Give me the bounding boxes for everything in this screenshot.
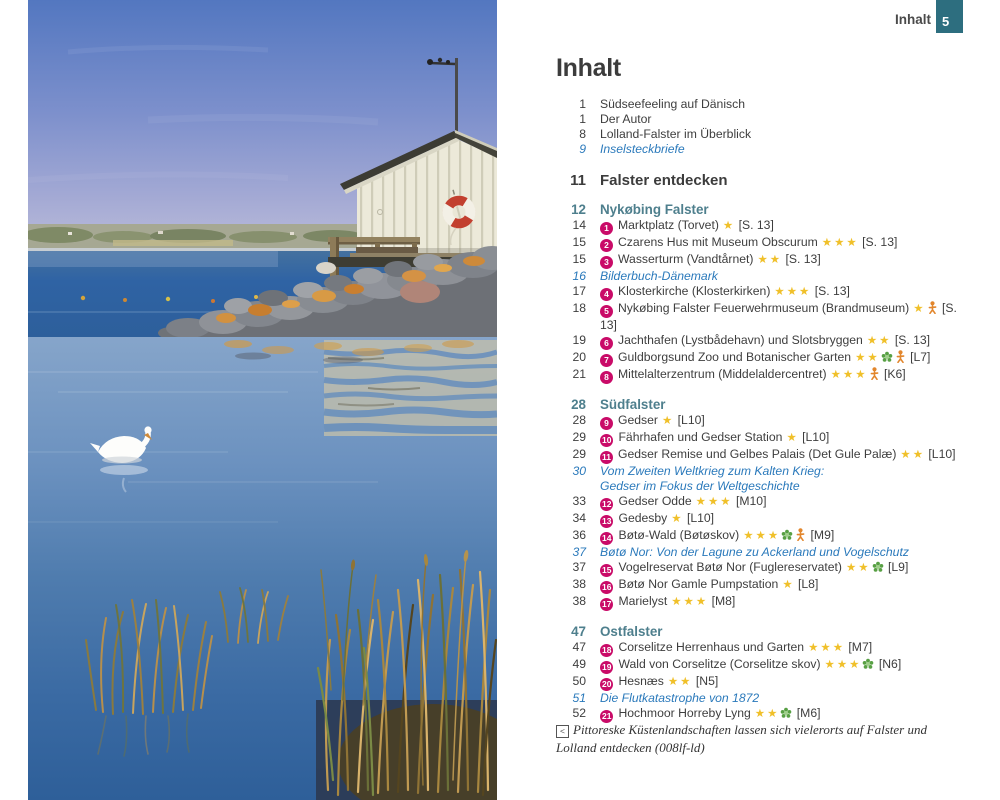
toc-entry-body — [600, 301, 963, 333]
running-header-label: Inhalt — [895, 12, 931, 27]
sight-number-badge: 4 — [600, 288, 613, 301]
child-icon — [895, 350, 906, 363]
star-rating: ★★ — [667, 676, 693, 688]
toc-entry-title: Bilderbuch-Dänemark — [600, 269, 718, 283]
child-icon — [927, 301, 938, 314]
toc-entry-title: Inselsteckbriefe — [600, 142, 685, 156]
sight-number-badge: 10 — [602, 435, 612, 445]
photo-caption — [556, 721, 958, 756]
star-rating: ★★ — [846, 562, 871, 574]
section-title: Südfalster — [600, 397, 666, 412]
page-number-badge — [936, 0, 963, 33]
sight-number-badge: 16 — [602, 582, 612, 592]
toc-page-number: 29 — [572, 447, 586, 461]
map-reference: [S. 13] — [600, 301, 957, 332]
toc-page-number: 15 — [572, 252, 586, 266]
toc-entry-body — [600, 127, 963, 142]
toc-essay-entry — [556, 464, 963, 494]
toc-entry-title: Nykøbing Falster Feuerwehrmuseum (Brandmuseum) — [618, 301, 910, 315]
sight-number-badge: 7 — [600, 354, 613, 367]
map-reference: [N5] — [695, 674, 719, 688]
running-header — [895, 0, 963, 33]
toc-entry — [556, 528, 963, 545]
toc-entry-title: Jachthafen (Lystbådehavn) und Slotsbryggen — [618, 333, 863, 347]
toc-entry-title: Gedser — [618, 413, 658, 427]
toc-page-number: 8 — [579, 127, 586, 141]
section-page-number: 28 — [571, 397, 586, 412]
toc-page-number: 47 — [572, 640, 586, 654]
star-rating: ★★★ — [743, 530, 781, 542]
section-page-number: 47 — [571, 624, 586, 639]
toc-entry — [556, 494, 963, 511]
section-title: Nykøbing Falster — [600, 202, 709, 217]
toc-entry-title: Vom Zweiten Weltkrieg zum Kalten Krieg: Gedser im Fokus der Weltgeschichte — [600, 464, 825, 493]
toc-page-number: 28 — [572, 413, 586, 427]
toc-entry-body — [600, 333, 963, 350]
star-rating: ★★★ — [695, 496, 733, 508]
toc-page-number: 9 — [579, 142, 586, 156]
toc-entry-title: Mittelalterzentrum (Middelaldercentret) — [618, 367, 827, 381]
page-title: Inhalt — [556, 54, 621, 82]
toc-page-number: 20 — [572, 350, 586, 364]
map-reference: [K6] — [883, 367, 906, 381]
toc-entry-body — [600, 577, 963, 594]
toc-entry — [556, 413, 963, 430]
toc-entry-title: Wasserturm (Vandtårnet) — [618, 252, 754, 266]
sight-number-badge: 15 — [602, 565, 612, 575]
toc-entry-body — [600, 430, 963, 447]
toc-entry-title: Guldborgsund Zoo und Botanischer Garten — [618, 350, 852, 364]
toc-page-number: 18 — [572, 301, 586, 315]
sight-number-badge: 3 — [600, 256, 613, 269]
map-reference: [M7] — [848, 640, 873, 654]
toc-entry-body — [600, 464, 963, 494]
toc-entry-title: Fährhafen und Gedser Station — [618, 430, 783, 444]
coastal-photo-illustration — [28, 0, 497, 800]
toc-essay-entry — [556, 545, 963, 560]
toc-entry-body — [600, 640, 963, 657]
toc-entry — [556, 430, 963, 447]
map-reference: [S. 13] — [738, 218, 774, 232]
toc-entry-title: Corselitze Herrenhaus und Garten — [618, 640, 805, 654]
toc-page-number: 19 — [572, 333, 586, 347]
map-reference: [L8] — [798, 577, 819, 591]
toc-entry-title: Marktplatz (Torvet) — [618, 218, 719, 232]
toc-entry-title: Bøtø-Wald (Bøtøskov) — [618, 528, 740, 542]
star-rating: ★ — [782, 579, 795, 591]
toc-entry-title: Gedser Remise und Gelbes Palais (Det Gule Palæ) — [618, 447, 897, 461]
star-rating: ★★★ — [671, 596, 709, 608]
toc-entry — [556, 112, 963, 127]
cover-photo — [28, 0, 497, 800]
map-reference: [M9] — [810, 528, 835, 542]
toc-entry — [556, 301, 963, 333]
sight-number-badge: 12 — [602, 499, 612, 509]
toc-page-number: 16 — [572, 269, 586, 283]
star-rating: ★★★ — [774, 286, 812, 298]
sight-number-badge: 9 — [600, 417, 613, 430]
sight-number-badge: 17 — [602, 599, 612, 609]
toc-page-number: 30 — [572, 464, 586, 478]
map-reference: [L10] — [928, 447, 956, 461]
toc-entry — [556, 284, 963, 301]
star-rating: ★ — [671, 513, 684, 525]
star-rating: ★★★ — [821, 237, 859, 249]
star-rating: ★★ — [866, 335, 892, 347]
toc-entry — [556, 235, 963, 252]
toc-essay-entry — [556, 269, 963, 284]
child-icon — [795, 528, 806, 541]
map-reference: [L10] — [677, 413, 705, 427]
star-rating: ★★ — [900, 449, 926, 461]
toc-entry-body — [600, 657, 963, 674]
toc-entry-title: Wald von Corselitze (Corselitze skov) — [618, 657, 821, 671]
toc-page-number: 1 — [579, 112, 586, 126]
toc-entry-body — [600, 112, 963, 127]
toc-entry-title: Hesnæs — [618, 674, 664, 688]
star-rating: ★★ — [757, 254, 783, 266]
photo-caption-text: Pittoreske Küstenlandschaften lassen sich vielerorts auf Falster und Lolland entdecken (008lf-ld) — [556, 722, 927, 755]
toc-entry-body — [600, 511, 963, 528]
flora-icon — [872, 561, 884, 573]
toc-section-heading — [556, 624, 963, 640]
toc-entry-title: Gedesby — [618, 511, 668, 525]
toc-entry-body — [600, 674, 963, 691]
star-rating: ★★ — [754, 708, 780, 720]
toc-page-number: 38 — [572, 577, 586, 591]
toc-entry-title: Der Autor — [600, 112, 652, 126]
toc-entry-body — [600, 269, 963, 284]
toc-page-number: 37 — [572, 560, 586, 574]
sight-number-badge: 2 — [600, 239, 613, 252]
toc-entry — [556, 640, 963, 657]
toc-page-number: 29 — [572, 430, 586, 444]
sight-number-badge: 8 — [600, 371, 613, 384]
map-reference: [L7] — [910, 350, 931, 364]
flora-icon — [881, 351, 893, 363]
map-reference: [S. 13] — [894, 333, 931, 347]
toc-entry-title: Vogelreservat Bøtø Nor (Fuglereservatet) — [618, 560, 842, 574]
toc-entry-body — [600, 528, 963, 545]
map-reference: [L10] — [686, 511, 715, 525]
section-title: Ostfalster — [600, 624, 663, 639]
toc-entry-body — [600, 97, 963, 112]
toc-section-heading — [556, 202, 963, 218]
toc-entry — [556, 333, 963, 350]
sight-number-badge: 11 — [602, 452, 611, 462]
star-rating: ★★★ — [808, 642, 846, 654]
toc-chapter-heading — [556, 172, 963, 189]
toc-entry-body — [600, 560, 963, 577]
toc-entry-body — [600, 235, 963, 252]
star-rating: ★★★ — [824, 659, 862, 671]
map-reference: [M6] — [796, 706, 821, 720]
map-reference: [S. 13] — [862, 235, 898, 249]
toc-entry-body — [600, 367, 963, 384]
toc-essay-entry — [556, 691, 963, 706]
toc-entry-body — [600, 218, 963, 235]
flora-icon — [862, 658, 874, 670]
star-rating: ★ — [661, 415, 675, 427]
toc-entry-body — [600, 447, 963, 464]
child-icon — [869, 367, 880, 380]
toc-page-number: 52 — [572, 706, 586, 720]
chapter-title: Falster entdecken — [600, 172, 728, 189]
toc-entry — [556, 594, 963, 611]
toc-entry — [556, 447, 963, 464]
toc-page-number: 50 — [572, 674, 586, 688]
toc-entry — [556, 560, 963, 577]
toc-entry-body — [600, 494, 963, 511]
toc-entry-body — [600, 350, 963, 367]
toc-entry-body — [600, 284, 963, 301]
toc-entry — [556, 674, 963, 691]
toc-entry-title: Marielyst — [618, 594, 668, 608]
toc-entry — [556, 577, 963, 594]
map-reference: [L10] — [802, 430, 830, 444]
toc-entry-title: Czarens Hus mit Museum Obscurum — [618, 235, 818, 249]
map-reference: [L9] — [888, 560, 909, 574]
sight-number-badge: 19 — [602, 662, 612, 672]
map-reference: [M10] — [735, 494, 767, 508]
toc-entry-title: Klosterkirche (Klosterkirken) — [618, 284, 771, 298]
star-rating: ★ — [722, 220, 736, 232]
toc-entry — [556, 252, 963, 269]
toc-entry — [556, 127, 963, 142]
map-reference: [N6] — [878, 657, 902, 671]
toc-entry-title: Hochmoor Horreby Lyng — [618, 706, 751, 720]
toc-page-number: 51 — [572, 691, 586, 705]
toc-entry — [556, 511, 963, 528]
section-page-number: 12 — [571, 202, 586, 217]
content-column — [556, 0, 963, 800]
toc-entry — [556, 350, 963, 367]
toc-entry — [556, 657, 963, 674]
toc-page-number: 34 — [572, 511, 586, 525]
star-rating: ★ — [913, 303, 926, 315]
page-number: 5 — [942, 14, 950, 29]
toc-page-number: 15 — [572, 235, 586, 249]
map-reference: [M8] — [711, 594, 736, 608]
toc-page-number: 33 — [572, 494, 586, 508]
toc-section-heading — [556, 397, 963, 413]
toc-page-number: 17 — [572, 284, 586, 298]
sight-number-badge: 14 — [602, 533, 612, 543]
toc-entry-title: Südseefeeling auf Dänisch — [600, 97, 745, 111]
toc-page-number: 49 — [572, 657, 586, 671]
toc-entry-body — [600, 413, 963, 430]
flora-icon — [781, 529, 793, 541]
photo-left-icon: < — [556, 725, 569, 738]
sight-number-badge: 21 — [602, 711, 612, 721]
toc-page-number: 14 — [572, 218, 586, 232]
toc-entry-title: Die Flutkatastrophe von 1872 — [600, 691, 760, 705]
toc-entry-body — [600, 142, 963, 157]
toc-page-number: 38 — [572, 594, 586, 608]
map-reference: [S. 13] — [785, 252, 821, 266]
sight-number-badge: 1 — [600, 222, 613, 235]
map-reference: [S. 13] — [814, 284, 850, 298]
toc-essay-entry — [556, 142, 963, 157]
toc-entry-title: Bøtø Nor Gamle Pumpstation — [618, 577, 779, 591]
toc-entry-title: Lolland-Falster im Überblick — [600, 127, 752, 141]
toc-entry-body — [600, 545, 963, 560]
toc-page-number: 21 — [572, 367, 586, 381]
star-rating: ★ — [786, 432, 799, 444]
toc-entry-body — [600, 594, 963, 611]
toc-page-number: 1 — [579, 97, 586, 111]
sight-number-badge: 20 — [602, 679, 612, 689]
sight-number-badge: 18 — [602, 645, 612, 655]
toc-entry-title: Gedser Odde — [618, 494, 692, 508]
sight-number-badge: 6 — [600, 337, 613, 350]
toc-entry — [556, 367, 963, 384]
toc-page-number: 36 — [572, 528, 586, 542]
sight-number-badge: 13 — [602, 516, 612, 526]
toc-entry-title: Bøtø Nor: Von der Lagune zu Ackerland und Vogelschutz — [600, 545, 909, 559]
toc-page-number: 37 — [572, 545, 586, 559]
star-rating: ★★ — [855, 352, 880, 364]
table-of-contents — [556, 97, 963, 723]
chapter-page-number: 11 — [570, 172, 586, 189]
flora-icon — [780, 707, 792, 719]
toc-entry-body — [600, 252, 963, 269]
toc-entry-body — [600, 691, 963, 706]
toc-entry — [556, 218, 963, 235]
star-rating: ★★★ — [830, 369, 868, 381]
toc-entry — [556, 97, 963, 112]
sight-number-badge: 5 — [600, 305, 613, 318]
